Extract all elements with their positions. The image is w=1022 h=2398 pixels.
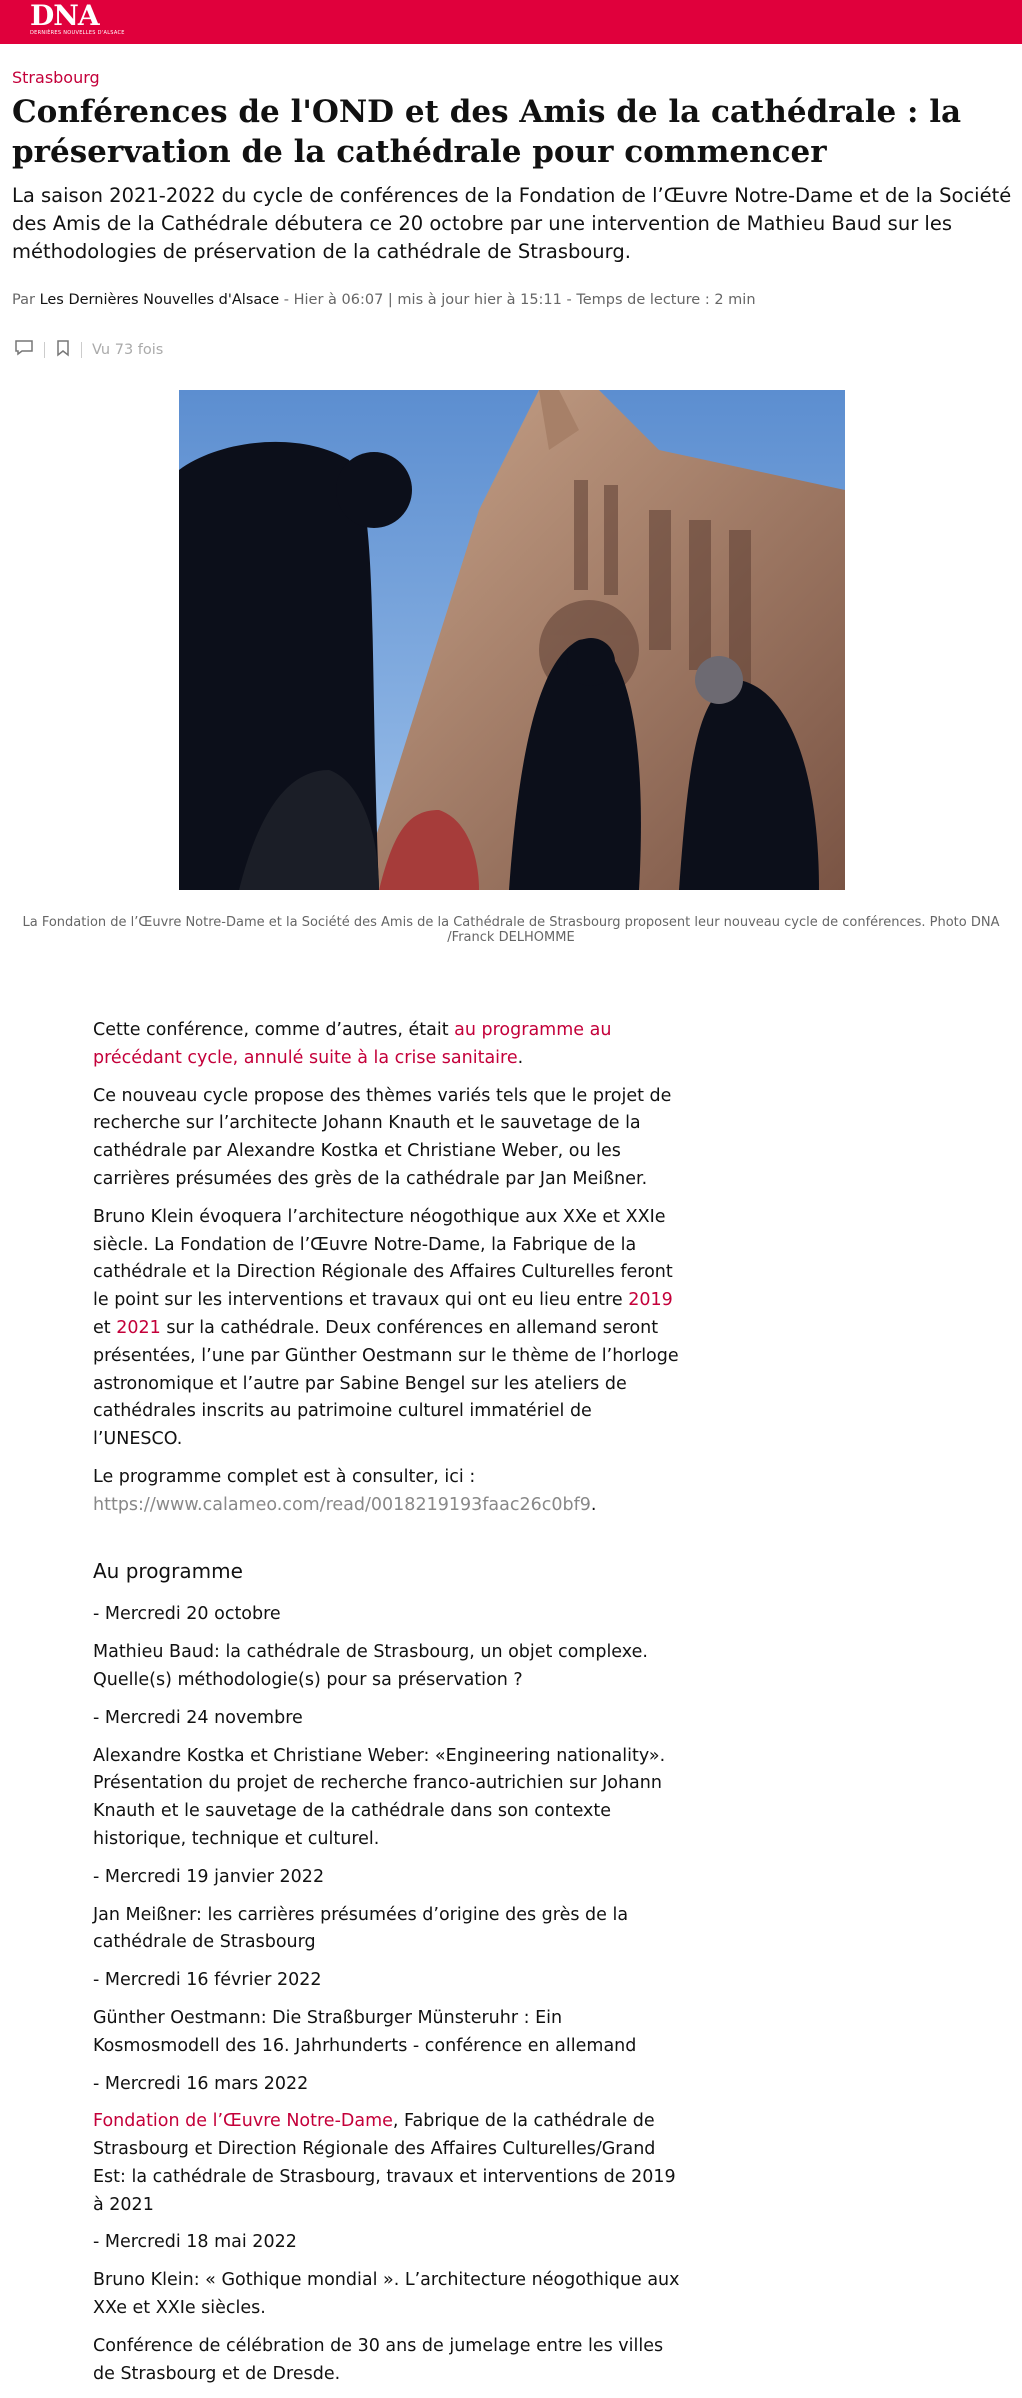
program-item: Conférence de célébration de 30 ans de jumelage entre les villes de Strasbourg et de Dresde.: [93, 2335, 664, 2384]
paragraph: [93, 1204, 683, 1454]
program-item: Jan Meißner: les carrières présumées d’origine des grès de la cathédrale de Strasbourg: [93, 1904, 629, 1953]
paragraph-text: Le programme complet est à consulter, ici :: [93, 1466, 476, 1487]
program-item: Günther Oestmann: Die Straßburger Münsteruhr : Ein Kosmosmodell des 16. Jahrhunderts - conférence en allemand: [93, 2007, 637, 2056]
program-item: Bruno Klein: « Gothique mondial ». L’architecture néogothique aux XXe et XXIe siècles.: [93, 2270, 680, 2319]
paragraph-text: .: [590, 1494, 597, 1515]
fondation-link[interactable]: Fondation de l’Œuvre Notre-Dame: [93, 2111, 393, 2132]
paragraph: [93, 1017, 683, 1073]
program-heading: Au programme: [93, 1558, 243, 1583]
view-count: Vu 73 fois: [92, 342, 164, 358]
separator: [44, 342, 45, 358]
article-lead: La saison 2021-2022 du cycle de conférences de la Fondation de l’Œuvre Notre-Dame et de la Société des Amis de la Cathédrale débutera ce 20 octobre par une intervention de Mathieu Baud sur les méthodologies de préservation de la cathédrale de Strasbourg.: [12, 184, 1012, 263]
paragraph-text: .: [517, 1047, 524, 1068]
program-item: [93, 2108, 683, 2219]
paragraph: [93, 1464, 683, 1520]
cathedral-photo-illustration: [179, 390, 845, 890]
program-date: - Mercredi 18 mai 2022: [93, 2232, 297, 2253]
program-item-text: , Fabrique de la cathédrale de Strasbourg et Direction Régionale des Affaires Culturelles/Grand Est: la cathédrale de Strasbourg, travaux et interventions de 2019 à 2021: [93, 2111, 676, 2215]
separator: [81, 342, 82, 358]
link-2021[interactable]: 2021: [116, 1317, 161, 1338]
logo-subtitle: DERNIÈRES NOUVELLES D'ALSACE: [30, 30, 125, 36]
section-rubric[interactable]: Strasbourg: [12, 68, 100, 87]
logo-text: DNA: [30, 0, 99, 32]
byline-meta: - Hier à 06:07 | mis à jour hier à 15:11 - Temps de lecture : 2 min: [283, 292, 756, 308]
top-bar: [0, 0, 1022, 44]
comment-icon[interactable]: [14, 339, 34, 361]
paragraph: Ce nouveau cycle propose des thèmes variés tels que le projet de recherche sur l’architecte Johann Knauth et le sauvetage de la cathédrale par Alexandre Kostka et Christiane Weber, ou les carrières présumées des grès de la cathédrale par Jan Meißner.: [93, 1085, 672, 1189]
paragraph-text: Cette conférence, comme d’autres, était: [93, 1020, 455, 1040]
program-date: - Mercredi 20 octobre: [93, 1604, 281, 1625]
photo-caption: La Fondation de l’Œuvre Notre-Dame et la Société des Amis de la Cathédrale de Strasbourg proposent leur nouveau cycle de conférences. Photo DNA /Franck DELHOMME: [22, 915, 1000, 945]
bookmark-icon[interactable]: [55, 339, 71, 361]
previous-cycle-link[interactable]: au programme au précédant cycle, annulé suite à la crise sanitaire: [93, 1020, 612, 1068]
program-item: Alexandre Kostka et Christiane Weber: «Engineering nationality». Présentation du projet de recherche franco-autrichien sur Johann Knauth et le sauvetage de la cathédrale dans son contexte historique, technique et culturel.: [93, 1745, 666, 1849]
calameo-link[interactable]: https://www.calameo.com/read/0018219193faac26c0bf9: [93, 1494, 591, 1515]
link-2019[interactable]: 2019: [628, 1290, 673, 1311]
program-date: - Mercredi 24 novembre: [93, 1707, 303, 1728]
article-actions: [14, 338, 163, 362]
program-item: Mathieu Baud: la cathédrale de Strasbourg, un objet complexe. Quelle(s) méthodologie(s) pour sa préservation ?: [93, 1642, 648, 1690]
program-date: - Mercredi 16 mars 2022: [93, 2073, 309, 2094]
article-body: [93, 1017, 683, 2398]
dna-logo[interactable]: [30, 0, 125, 41]
paragraph-text: Bruno Klein évoquera l’architecture néogothique aux XXe et XXIe siècle. La Fondation de l’Œuvre Notre-Dame, la Fabrique de la cathédrale et la Direction Régionale des Affaires Culturelles feront le point sur les interventions et travaux qui ont eu lieu entre: [93, 1206, 673, 1311]
program-date: - Mercredi 19 janvier 2022: [93, 1866, 325, 1887]
article-photo[interactable]: [179, 390, 845, 890]
paragraph-text: sur la cathédrale. Deux conférences en allemand seront présentées, l’une par Günther Oestmann sur le thème de l’horloge astronomique et l’autre par Sabine Bengel sur les ateliers de cathédrales inscrits au patrimoine culturel immatériel de l’UNESCO.: [93, 1317, 679, 1450]
byline-prefix: Par: [12, 292, 35, 308]
paragraph-text: et: [93, 1317, 117, 1338]
program-date: - Mercredi 16 février 2022: [93, 1970, 322, 1991]
byline: [12, 292, 756, 308]
byline-author[interactable]: Les Dernières Nouvelles d'Alsace: [39, 292, 280, 308]
article-title: Conférences de l'OND et des Amis de la cathédrale : la préservation de la cathédrale pour commencer: [12, 94, 962, 170]
